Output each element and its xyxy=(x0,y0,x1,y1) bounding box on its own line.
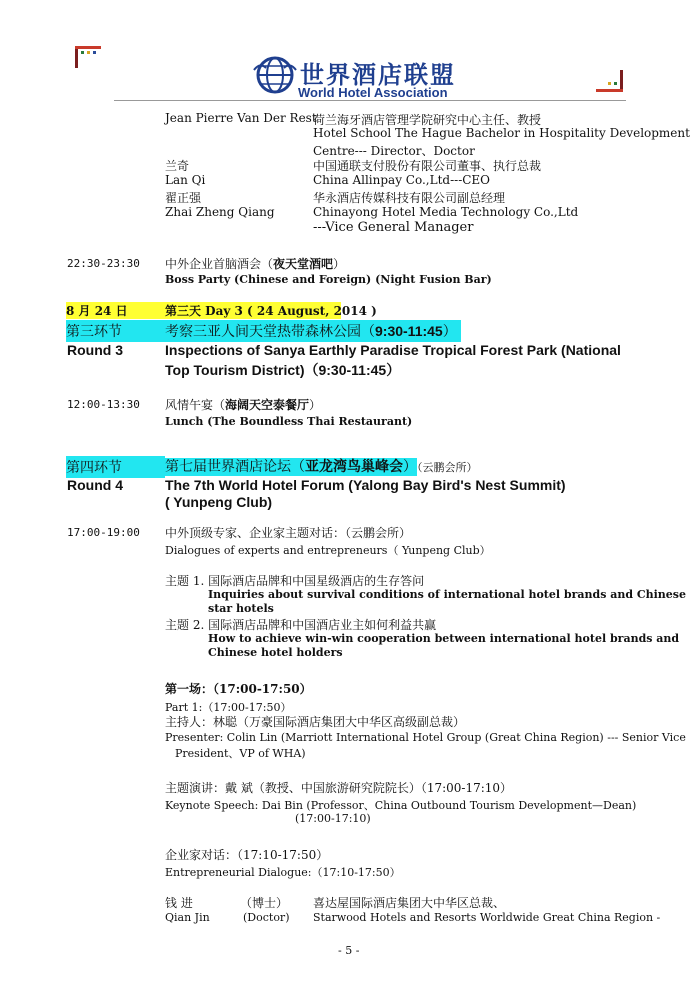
speaker-title-en-3b: ---Vice General Manager xyxy=(313,220,474,235)
speaker-name-cn-3: 翟正强 xyxy=(165,191,202,205)
lunch-cn-plain: 风情午宴（ xyxy=(165,398,226,412)
globe-logo-icon xyxy=(252,54,298,96)
logo-title-en: World Hotel Association xyxy=(298,85,448,100)
round4-cn-title-highlight xyxy=(165,458,417,476)
round4-cn-small: （云鹏会所） xyxy=(417,461,478,474)
lunch-en: Lunch (The Boundless Thai Restaurant) xyxy=(165,415,413,428)
theme-1-en-2: star hotels xyxy=(208,602,274,615)
session1-keynote-en-1: Keynote Speech: Dai Bin (Professor、China Outbound Tourism Development—Dean) xyxy=(165,799,637,812)
round4-en-title-1: The 7th World Hotel Forum (Yalong Bay Bird's Nest Summit) xyxy=(165,477,566,493)
round3-cn-time: 9:30-11:45 xyxy=(375,323,443,339)
lunch-cn-bold: 海阔天空泰餐厅 xyxy=(225,398,310,412)
corner-mark-top-right xyxy=(594,70,626,94)
session1-ent-cn: 企业家对话：（17:10-17:50） xyxy=(165,848,329,862)
theme-2-en-1: How to achieve win-win cooperation between international hotel brands and xyxy=(208,632,680,645)
logo-title-cn: 世界酒店联盟 xyxy=(300,61,456,89)
session1-ent-en: Entrepreneurial Dialogue:（17:10-17:50） xyxy=(165,866,401,879)
boss-party-en: Boss Party (Chinese and Foreign) (Night Fusion Bar) xyxy=(165,273,492,286)
round3-cn-end: ） xyxy=(442,324,457,340)
round3-cn-title xyxy=(165,320,461,342)
boss-party-time: 22:30-23:30 xyxy=(67,257,140,270)
page-number: - 5 - xyxy=(338,944,360,957)
lunch-cn xyxy=(165,396,321,413)
panelist-name-en: Qian Jin xyxy=(165,911,210,924)
round4-cn-end: ） xyxy=(403,459,417,475)
theme-1-en-1: Inquiries about survival conditions of international hotel brands and Chinese xyxy=(208,588,686,601)
theme-1-cn: 主题 1. 国际酒店品牌和中国星级酒店的生存答问 xyxy=(165,574,425,588)
speaker-name-en-2: Lan Qi xyxy=(165,173,206,187)
speaker-name-cn-2: 兰奇 xyxy=(165,159,190,173)
round3-en-title-2: Top Tourism District)（9:30-11:45） xyxy=(165,362,401,378)
theme-2-cn: 主题 2. 国际酒店品牌和中国酒店业主如何利益共赢 xyxy=(165,618,437,632)
speaker-title-cn-2: 中国通联支付股份有限公司董事、执行总裁 xyxy=(313,159,542,173)
theme-2-en-2: Chinese hotel holders xyxy=(208,646,343,659)
day3-date: 8 月 24 日 xyxy=(66,302,165,319)
speaker-title-en-2: China Allinpay Co.,Ltd---CEO xyxy=(313,173,491,187)
session1-host-en-1: Presenter: Colin Lin (Marriott International Hotel Group (Great China Region) --- Senior Vice xyxy=(165,731,686,744)
speaker-name-1: Jean Pierre Van Der Rest xyxy=(165,111,317,125)
session1-host-en-2: President、VP of WHA) xyxy=(175,747,306,760)
lunch-time: 12:00-13:30 xyxy=(67,398,140,411)
session1-cn: 第一场：（17:00-17:50） xyxy=(165,682,312,696)
round4-en-label: Round 4 xyxy=(67,477,123,493)
session1-part: Part 1:（17:00-17:50） xyxy=(165,701,292,714)
round4-cn-title xyxy=(165,456,478,476)
panelist-degree-cn: （博士） xyxy=(240,896,289,910)
boss-party-cn xyxy=(165,255,345,272)
speaker-title-en-1b: Centre--- Director、Doctor xyxy=(313,144,475,158)
boss-party-cn-bold: 夜天堂酒吧 xyxy=(273,257,334,271)
session1-keynote-cn: 主题演讲：戴 斌（教授、中国旅游研究院院长）（17:00-17:10） xyxy=(165,781,513,795)
round3-cn-label: 第三环节 xyxy=(66,320,165,342)
corner-mark-top-left xyxy=(75,44,105,70)
boss-party-cn-plain: 中外企业首脑酒会（ xyxy=(165,257,274,271)
round3-en-label: Round 3 xyxy=(67,342,123,358)
round3-en-title-1: Inspections of Sanya Earthly Paradise Tropical Forest Park (National xyxy=(165,342,621,358)
lunch-cn-end: ） xyxy=(309,398,322,412)
panelist-title-en: Starwood Hotels and Resorts Worldwide Great China Region - xyxy=(313,911,661,924)
speaker-title-en-1a: Hotel School The Hague Bachelor in Hospitality Development xyxy=(313,126,690,140)
session1-host-cn: 主持人：林聪（万豪国际酒店集团大中华区高级副总裁） xyxy=(165,715,466,729)
dialogues-cn: 中外顶级专家、企业家主题对话：（云鹏会所） xyxy=(165,526,412,540)
round4-cn-bold: 亚龙湾鸟巢峰会 xyxy=(305,459,403,475)
dialogues-en: Dialogues of experts and entrepreneurs（ Yunpeng Club） xyxy=(165,544,491,557)
header-rule xyxy=(114,100,626,101)
panelist-degree-en: (Doctor) xyxy=(243,911,290,924)
round4-en-title-2: ( Yunpeng Club) xyxy=(165,494,273,510)
speaker-name-en-3: Zhai Zheng Qiang xyxy=(165,205,275,219)
panelist-name-cn: 钱 进 xyxy=(165,896,193,910)
speaker-title-cn-1: 荷兰海牙酒店管理学院研究中心主任、教授 xyxy=(313,113,542,127)
round3-cn-title-text: 考察三亚人间天堂热带森林公园（ xyxy=(165,324,375,340)
speaker-title-cn-3: 华永酒店传媒科技有限公司副总经理 xyxy=(313,191,506,205)
round4-cn-title-text: 第七届世界酒店论坛（ xyxy=(165,459,305,475)
round4-cn-label: 第四环节 xyxy=(66,456,165,478)
dialogues-time: 17:00-19:00 xyxy=(67,526,140,539)
day3-label: 第三天 Day 3 ( 24 August, 2014 ) xyxy=(165,304,377,318)
boss-party-cn-end: ） xyxy=(333,257,346,271)
panelist-title-cn: 喜达屋国际酒店集团大中华区总裁、 xyxy=(313,896,506,910)
session1-keynote-en-2: (17:00-17:10) xyxy=(295,812,371,825)
speaker-title-en-3a: Chinayong Hotel Media Technology Co.,Ltd xyxy=(313,205,579,219)
